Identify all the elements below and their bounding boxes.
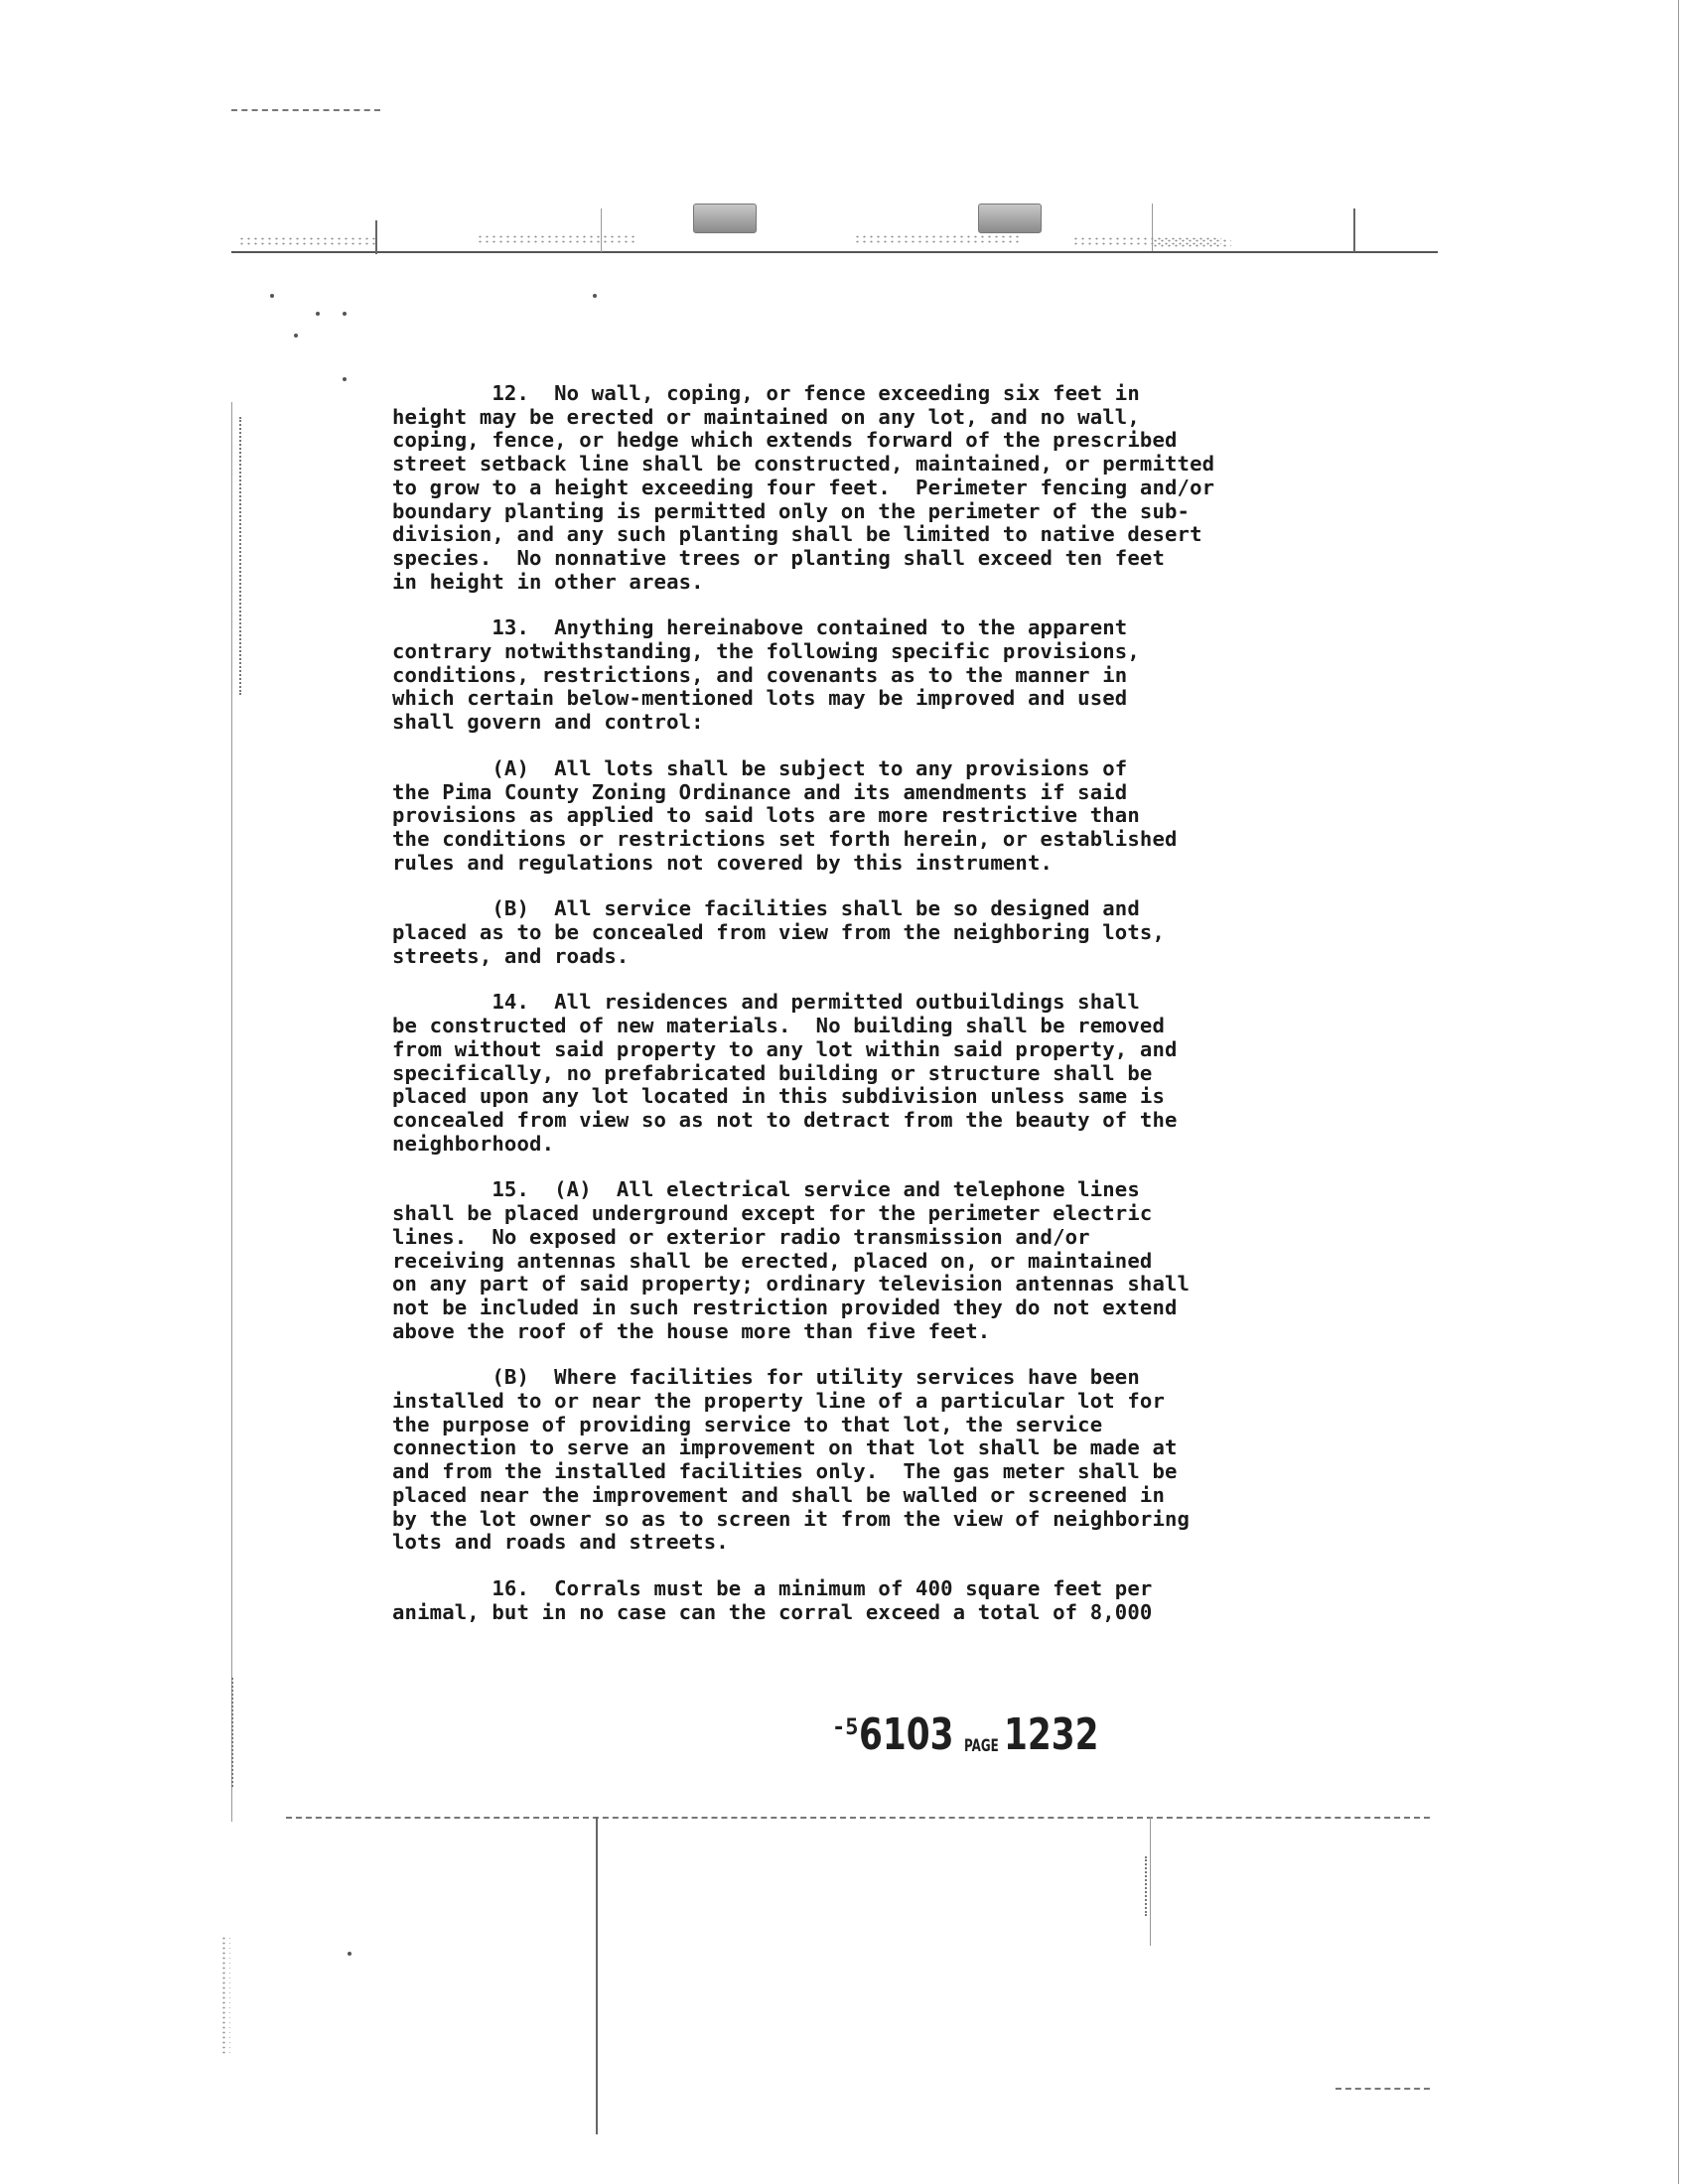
- text-line: concealed from view so as not to detract from the beauty of the: [392, 1107, 1178, 1132]
- text-line: and from the installed facilities only. The gas meter shall be: [392, 1459, 1178, 1484]
- text-line: placed upon any lot located in this subdivision unless same is: [392, 1084, 1166, 1109]
- stamp-page-number: 1232: [1003, 1709, 1099, 1760]
- scan-speck: [294, 334, 298, 338]
- top-scan-tick: [1152, 204, 1153, 251]
- text-line: (B) All service facilities shall be so designed and: [392, 896, 1140, 921]
- text-line: (B) Where facilities for utility services have been: [392, 1365, 1140, 1390]
- text-line: street setback line shall be constructed, maintained, or permitted: [392, 452, 1215, 477]
- top-scan-noise: [1152, 238, 1231, 248]
- text-line: specifically, no prefabricated building or structure shall be: [392, 1060, 1153, 1085]
- text-line: streets, and roads.: [392, 943, 630, 968]
- text-line: animal, but in no case can the corral exceed a total of 8,000: [392, 1599, 1153, 1624]
- paragraph-p16: [392, 1577, 1355, 1624]
- text-line: installed to or near the property line of a particular lot for: [392, 1389, 1166, 1414]
- text-line: (A) All lots shall be subject to any provisions of: [392, 755, 1128, 780]
- text-line: division, and any such planting shall be limited to native desert: [392, 522, 1202, 547]
- top-scan-noise: [477, 234, 635, 244]
- text-line: species. No nonnative trees or planting shall exceed ten feet: [392, 545, 1166, 570]
- bottom-scan-line: [286, 1817, 1430, 1819]
- stamp-page-label: PAGE: [963, 1736, 999, 1756]
- text-line: receiving antennas shall be erected, placed on, or maintained: [392, 1248, 1153, 1273]
- top-scan-tick: [1353, 208, 1355, 252]
- text-line: 12. No wall, coping, or fence exceeding six feet in: [392, 381, 1140, 405]
- binder-clip-image: [693, 204, 757, 233]
- text-line: the purpose of providing service to that lot, the service: [392, 1412, 1103, 1436]
- text-line: provisions as applied to said lots are more restrictive than: [392, 803, 1140, 828]
- text-line: boundary planting is permitted only on the perimeter of the sub-: [392, 498, 1191, 523]
- scan-speck: [348, 1952, 352, 1956]
- text-line: on any part of said property; ordinary television antennas shall: [392, 1272, 1191, 1297]
- paragraph-p12: [392, 382, 1355, 594]
- text-line: 14. All residences and permitted outbuildings shall: [392, 990, 1140, 1015]
- text-line: coping, fence, or hedge which extends forward of the prescribed: [392, 428, 1178, 453]
- text-line: lines. No exposed or exterior radio transmission and/or: [392, 1224, 1090, 1249]
- text-line: in height in other areas.: [392, 569, 704, 594]
- scan-speck: [593, 294, 597, 298]
- paragraph-p14: [392, 991, 1355, 1156]
- paragraph-p13: [392, 616, 1355, 735]
- text-line: the Pima County Zoning Ordinance and its amendments if said: [392, 779, 1128, 804]
- left-scan-edge: [231, 402, 232, 1822]
- paragraph-p13b: [392, 897, 1355, 968]
- text-line: from without said property to any lot within said property, and: [392, 1036, 1178, 1061]
- text-line: lots and roads and streets.: [392, 1530, 729, 1555]
- text-line: which certain below-mentioned lots may be improved and used: [392, 686, 1128, 711]
- binder-clip-image: [978, 204, 1042, 233]
- top-scan-noise: [854, 234, 1023, 244]
- text-line: contrary notwithstanding, the following specific provisions,: [392, 639, 1140, 664]
- top-scan-tick: [601, 208, 602, 252]
- left-scan-noise: [220, 1936, 230, 2055]
- right-page-edge: [1678, 0, 1679, 2184]
- top-scan-border-line: [231, 251, 1438, 253]
- paragraph-p15b: [392, 1366, 1355, 1555]
- text-line: the conditions or restrictions set forth herein, or established: [392, 826, 1178, 851]
- text-line: 15. (A) All electrical service and telephone lines: [392, 1177, 1140, 1202]
- stamp-docket-number: 6103: [858, 1709, 954, 1760]
- text-line: conditions, restrictions, and covenants as to the manner in: [392, 662, 1128, 687]
- recording-stamp: [832, 1709, 1125, 1760]
- scan-speck: [343, 377, 347, 381]
- text-line: placed as to be concealed from view from the neighboring lots,: [392, 920, 1166, 945]
- bottom-scan-vertical: [1145, 1856, 1147, 1916]
- paragraph-p13a: [392, 757, 1355, 876]
- stamp-prefix: -5: [832, 1715, 859, 1740]
- bottom-scan-vertical: [1150, 1817, 1151, 1946]
- text-line: placed near the improvement and shall be walled or screened in: [392, 1482, 1166, 1507]
- scan-speck: [316, 312, 320, 316]
- text-line: above the roof of the house more than five feet.: [392, 1318, 991, 1343]
- paragraph-p15a: [392, 1178, 1355, 1343]
- text-line: shall govern and control:: [392, 710, 704, 735]
- text-line: be constructed of new materials. No building shall be removed: [392, 1014, 1166, 1038]
- text-line: rules and regulations not covered by this instrument.: [392, 850, 1054, 875]
- scan-speck: [270, 294, 274, 298]
- text-line: by the lot owner so as to screen it from the view of neighboring: [392, 1506, 1191, 1531]
- text-line: shall be placed underground except for the perimeter electric: [392, 1201, 1153, 1226]
- left-scan-edge: [231, 1678, 233, 1787]
- bottom-corner-line: [1336, 2088, 1430, 2090]
- document-body: [392, 382, 1355, 1647]
- bottom-scan-vertical: [596, 1817, 598, 2134]
- left-scan-edge: [239, 417, 241, 695]
- text-line: height may be erected or maintained on any lot, and no wall,: [392, 404, 1140, 429]
- text-line: connection to serve an improvement on that lot shall be made at: [392, 1435, 1178, 1460]
- text-line: neighborhood.: [392, 1131, 555, 1156]
- text-line: to grow to a height exceeding four feet. Perimeter fencing and/or: [392, 475, 1215, 499]
- top-scan-noise: [238, 236, 377, 246]
- top-scan-tick: [375, 220, 377, 254]
- text-line: 13. Anything hereinabove contained to the apparent: [392, 615, 1128, 640]
- text-line: 16. Corrals must be a minimum of 400 square feet per: [392, 1575, 1153, 1600]
- top-scan-dashed-line: [231, 109, 380, 111]
- scan-speck: [343, 312, 347, 316]
- text-line: not be included in such restriction provided they do not extend: [392, 1295, 1178, 1319]
